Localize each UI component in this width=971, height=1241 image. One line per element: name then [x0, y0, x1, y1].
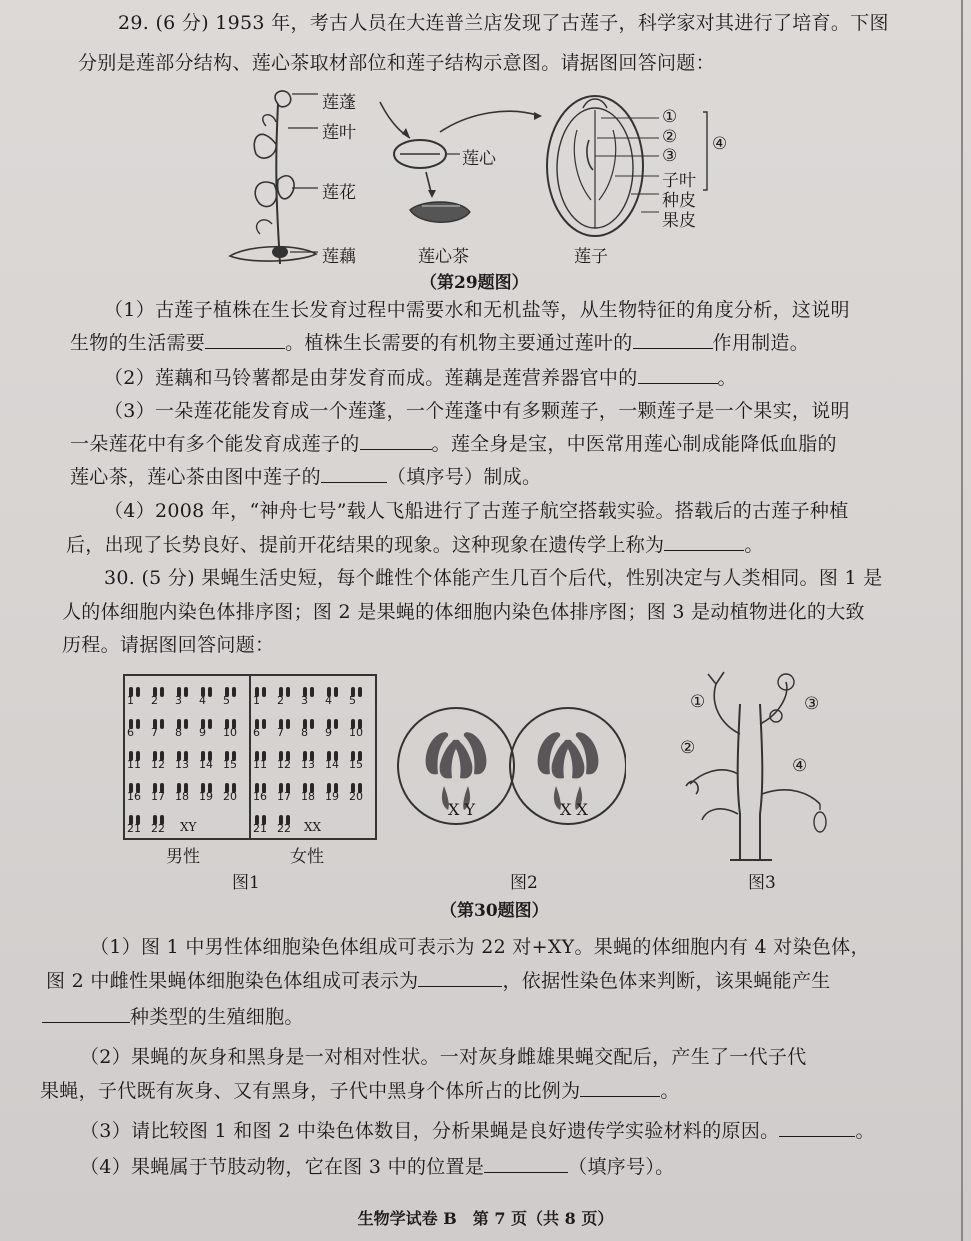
label-part4: ④: [712, 134, 728, 154]
chromosome-number: 6: [127, 726, 134, 739]
chromosome-number: 15: [223, 758, 237, 771]
chromosome-number: 11: [253, 758, 267, 771]
chromosome-number: 6: [253, 726, 260, 739]
q29-sub1-line2: 生物的生活需要 。植株生长需要的有机物主要通过莲叶的 作用制造。: [70, 332, 810, 354]
chromosome-number: 8: [175, 726, 182, 739]
label-part1: ①: [662, 107, 678, 127]
q29-sub1-line1: （1）古莲子植株在生长发育过程中需要水和无机盐等，从生物特征的角度分析，这说明: [104, 299, 850, 321]
chromosome-number: 1: [127, 694, 134, 707]
chromosome-number: 5: [223, 694, 230, 707]
answer-blank[interactable]: [42, 1004, 130, 1023]
chromosome-pair: [255, 682, 269, 692]
chromosome-pair: [225, 778, 239, 788]
q30-stem-line3: 历程。请据图回答问题：: [62, 634, 275, 656]
chromosome-pair: [303, 778, 317, 788]
q30-sub1-line2: 图 2 中雌性果蝇体细胞染色体组成可表示为 ，依据性染色体来判断，该果蝇能产生: [46, 970, 831, 992]
tree-label-2: ②: [680, 738, 696, 758]
chromosome-pair: [153, 810, 167, 820]
chromosome-number: 14: [199, 758, 213, 771]
answer-blank[interactable]: [484, 1154, 568, 1173]
chromosome-pair: [279, 682, 293, 692]
chromosome-number: 19: [325, 790, 339, 803]
answer-blank[interactable]: [580, 1078, 660, 1097]
label-fig2: 图2: [510, 873, 538, 893]
chromosome-pair: [255, 746, 269, 756]
chromosome-number: 3: [301, 694, 308, 707]
chromosome-number: 18: [175, 790, 189, 803]
chromosome-pair: [225, 714, 239, 724]
chromosome-number: 13: [175, 758, 189, 771]
female-sex-chromosomes: XX: [304, 820, 322, 834]
fruit-fly-cells-figure: [396, 706, 626, 826]
chromosome-number: 5: [349, 694, 356, 707]
chromosome-number: 21: [253, 822, 267, 835]
answer-blank[interactable]: [205, 330, 285, 349]
chromosome-number: 19: [199, 790, 213, 803]
chromosome-pair: [255, 714, 269, 724]
chromosome-number: 7: [151, 726, 158, 739]
chromosome-number: 14: [325, 758, 339, 771]
chromosome-pair: [129, 810, 143, 820]
fly-male-xy: X Y: [448, 800, 476, 819]
label-part3: ③: [662, 146, 678, 166]
chromosome-number: 4: [325, 694, 332, 707]
label-fig1: 图1: [232, 873, 260, 893]
chromosome-number: 16: [127, 790, 141, 803]
chromosome-pair: [177, 682, 191, 692]
label-guopi: 果皮: [662, 211, 696, 231]
q30-sub4: （4）果蝇属于节肢动物，它在图 3 中的位置是 （填序号）。: [80, 1156, 675, 1178]
tree-label-4: ④: [792, 756, 808, 776]
chromosome-pair: [129, 714, 143, 724]
chromosome-number: 9: [325, 726, 332, 739]
answer-blank[interactable]: [321, 464, 387, 483]
chromosome-pair: [201, 714, 215, 724]
chromosome-pair: [129, 682, 143, 692]
q30-stem-line1: 30. (5 分) 果蝇生活史短，每个雌性个体能产生几百个后代，性别决定与人类相同。图 1 是: [104, 567, 883, 589]
label-part2: ②: [662, 127, 678, 147]
chromosome-number: 21: [127, 822, 141, 835]
label-lianxin: 莲心: [462, 149, 496, 169]
label-male: 男性: [166, 847, 200, 867]
chromosome-pair: [177, 714, 191, 724]
q29-sub4-line2: 后，出现了长势良好、提前开花结果的现象。这种现象在遗传学上称为 。: [66, 534, 764, 556]
chromosome-pair: [279, 810, 293, 820]
chromosome-number: 15: [349, 758, 363, 771]
q30-sub2-line2: 果蝇，子代既有灰身、又有黑身，子代中黑身个体所占的比例为 。: [40, 1080, 680, 1102]
chromosome-pair: [351, 682, 365, 692]
q30-figure-caption: （第30题图）: [440, 901, 549, 921]
chromosome-pair: [255, 778, 269, 788]
chromosome-number: 13: [301, 758, 315, 771]
chromosome-number: 1: [253, 694, 260, 707]
chromosome-pair: [327, 778, 341, 788]
chromosome-number: 17: [277, 790, 291, 803]
q30-stem-line2: 人的体细胞内染色体排序图；图 2 是果蝇的体细胞内染色体排序图；图 3 是动植物进化的大致: [62, 601, 865, 623]
chromosome-number: 4: [199, 694, 206, 707]
chromosome-pair: [153, 746, 167, 756]
chromosome-number: 18: [301, 790, 315, 803]
chromosome-pair: [279, 746, 293, 756]
answer-blank[interactable]: [638, 365, 718, 384]
chromosome-pair: [279, 714, 293, 724]
q29-stem-line2: 分别是莲部分结构、莲心茶取材部位和莲子结构示意图。请据图回答问题：: [78, 52, 715, 74]
chromosome-number: 11: [127, 758, 141, 771]
answer-blank[interactable]: [360, 431, 432, 450]
page-footer: 生物学试卷 B 第 7 页（共 8 页）: [357, 1209, 614, 1228]
label-lianzi: 莲子: [574, 247, 608, 267]
chromosome-pair: [303, 682, 317, 692]
chromosome-pair: [153, 714, 167, 724]
chromosome-pair: [279, 778, 293, 788]
chromosome-number: 10: [223, 726, 237, 739]
chromosome-pair: [303, 746, 317, 756]
q30-sub1-line1: （1）图 1 中男性体细胞染色体组成可表示为 22 对+XY。果蝇的体细胞内有 4 对染色体，: [90, 936, 870, 958]
chromosome-number: 12: [277, 758, 291, 771]
evolution-tree-figure: [680, 664, 850, 864]
chromosome-pair: [327, 746, 341, 756]
page-edge-line: [961, 0, 963, 1241]
chromosome-number: 20: [223, 790, 237, 803]
chromosome-number: 22: [151, 822, 165, 835]
q30-sub2-line1: （2）果蝇的灰身和黑身是一对相对性状。一对灰身雌雄果蝇交配后，产生了一代子代: [80, 1046, 807, 1068]
q29-sub3-line1: （3）一朵莲花能发育成一个莲蓬，一个莲蓬中有多颗莲子，一颗莲子是一个果实，说明: [104, 400, 850, 422]
label-female: 女性: [290, 847, 324, 867]
chromosome-number: 17: [151, 790, 165, 803]
chromosome-pair: [225, 746, 239, 756]
chromosome-number: 3: [175, 694, 182, 707]
chromosome-pair: [255, 810, 269, 820]
chromosome-number: 2: [151, 694, 158, 707]
chromosome-pair: [201, 778, 215, 788]
chromosome-pair: [177, 778, 191, 788]
chromosome-pair: [153, 778, 167, 788]
chromosome-number: 16: [253, 790, 267, 803]
answer-blank[interactable]: [779, 1118, 855, 1137]
chromosome-pair: [129, 778, 143, 788]
answer-blank[interactable]: [418, 968, 502, 987]
q29-sub2: （2）莲藕和马铃薯都是由芽发育而成。莲藕是莲营养器官中的 。: [104, 367, 737, 389]
chromosome-pair: [303, 714, 317, 724]
q30-sub1-line3: 种类型的生殖细胞。: [42, 1000, 304, 1034]
chromosome-pair: [201, 746, 215, 756]
chromosome-pair: [327, 714, 341, 724]
chromosome-number: 22: [277, 822, 291, 835]
q30-sub3: （3）请比较图 1 和图 2 中染色体数目，分析果蝇是良好遗传学实验材料的原因。 。: [80, 1120, 875, 1142]
answer-blank[interactable]: [664, 532, 744, 551]
label-ziye: 子叶: [662, 171, 696, 191]
chromosome-pair: [351, 778, 365, 788]
chromosome-number: 2: [277, 694, 284, 707]
label-lianpeng: 莲蓬: [322, 93, 356, 113]
label-fig3: 图3: [748, 873, 776, 893]
chromosome-number: 10: [349, 726, 363, 739]
lotus-seed-structure: [535, 90, 735, 250]
male-sex-chromosomes: XY: [180, 820, 197, 834]
q29-sub3-line3: 莲心茶，莲心茶由图中莲子的 （填序号）制成。: [70, 466, 542, 488]
chromosome-number: 12: [151, 758, 165, 771]
chromosome-pair: [327, 682, 341, 692]
chromosome-pair: [201, 682, 215, 692]
answer-blank[interactable]: [633, 330, 713, 349]
label-lianou: 莲藕: [322, 247, 356, 267]
chromosome-pair: [129, 746, 143, 756]
tree-label-1: ①: [690, 692, 706, 712]
lotus-heart-figure: [370, 92, 550, 252]
fly-female-xx: X X: [560, 800, 588, 819]
q29-sub4-line1: （4）2008 年，“神舟七号”载人飞船进行了古莲子航空搭载实验。搭载后的古莲子种植: [104, 500, 849, 522]
label-lianhua: 莲花: [322, 183, 356, 203]
label-zhongpi: 种皮: [662, 191, 696, 211]
q29-sub3-line2: 一朵莲花中有多个能发育成莲子的 。莲全身是宝，中医常用莲心制成能降低血脂的: [70, 433, 837, 455]
chromosome-pair: [225, 682, 239, 692]
chromosome-pair: [177, 746, 191, 756]
chromosome-pair: [351, 746, 365, 756]
chromosome-pair: [153, 682, 167, 692]
label-lianye: 莲叶: [322, 123, 356, 143]
tree-label-3: ③: [804, 694, 820, 714]
q29-stem-line1: 29. (6 分) 1953 年，考古人员在大连普兰店发现了古莲子，科学家对其进行了培育。下图: [118, 12, 889, 34]
chromosome-number: 7: [277, 726, 284, 739]
chromosome-number: 20: [349, 790, 363, 803]
chromosome-number: 8: [301, 726, 308, 739]
chromosome-number: 9: [199, 726, 206, 739]
label-lianxincha: 莲心茶: [418, 247, 469, 267]
q29-figure-caption: （第29题图）: [420, 273, 529, 293]
chromosome-pair: [351, 714, 365, 724]
